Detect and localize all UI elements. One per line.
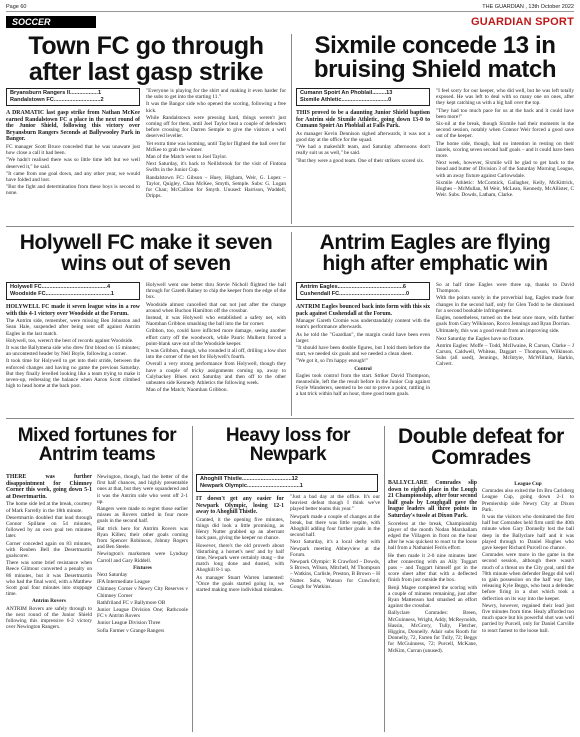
story4-headline: Antrim Eagles are flying high after emphatic win <box>319 231 551 276</box>
story6-col2: "Just a bad day at the office. It's our heaviest defeat though I think we've played better teams this year." Newpark made a couple of changes at the break, but there was little respite, with Ahoghill adding four further goals in the second half. Next Saturday, it's a local derby with Newpark meeting Abbeyview at the Forum. Newpark Olympic: R Crawford – Dowds, S Brown, Wilson, Mitchell, M Thompson – Watkins, Carlisle, Preston, B Brown – H Nutter. Subs, Watson for Crawford; Gough for Watkins. <box>290 494 380 590</box>
divider-v3 <box>192 426 193 732</box>
story1-scorebox: Bryansburn Rangers II..................1 Randalstown FC..............................2 <box>6 88 140 106</box>
story3-scorebox: Holywell FC..........................................4 Woodside FC..........................................1 <box>6 282 140 300</box>
story6-col1: Ahoghill Thistle................................12 Newpark Olympic..................................1 IT doesn't get any easier for Newpark Olympic, losing 12-1 away to Ahoghill Thistle. Granted, it the opening five minutes, things did look a little promising, as Henry Nutter grabbed up an aberrant back pass, giving the keeper no chance. However, there's the old proverb about 'disturbing a hornet's nest' and by half time, Newpark were certainly stung – the match long done and dusted, with Ahoghill 8-1 up. As manager Stuart Warren lamented: "Once the goals started going in, we started making more individual mistakes. <box>196 474 284 732</box>
divider-v4 <box>384 426 385 732</box>
page-folio <box>6 3 574 12</box>
paper-date: THE GUARDIAN , 13th October 2022 <box>482 4 574 10</box>
story3-col2: Holywell went one better thru Stevie Nicholl flighted the ball through for Gareth Rainey to chip the keeper from the edge of the box. Woodside almost cancelled that out not just after the change around when Buchon Hamilton off the crossbar. Instead, it was Holywell who established a safety net, with Naomhan Gribbon smashing the ball into the far corner. Gribbon, too, could have inflicted more damage, seeing another effort carry off the woodwork, while Pauric Mulhern forced a point-blank save out of the Woodside keeper. It was Gribbon, though, who rounded it all off, drilling a low shot into the corner of the net for Holywell's fourth. Overall a very strong performance from Holywell, though they have a couple of tricky assignments coming up, away to Culybackey Blues next Saturday and then off to the other unbeaten side Kennedy Athletics the following week. Man of the Match; Naomhan Gribbon. <box>146 282 286 394</box>
story1-col1: Bryansburn Rangers II..................1 Randalstown FC..............................2 A DRAMATIC last gasp strike from Nathan McKee earned Randalstown FC a place in the next round of the Junior Shield, following this victory over Bryansburn Rangers Seconds at Ballywooley Park in Bangor. FC manager Scott Bruce conceded that he was unaware just how close a call it had been. "We hadn't realised there was so little time left but we well deserved it," he said. "It came from one goal down, and any other year, we would have folded and lost. "But the fight and determination from these boys is second to none. <box>6 90 140 197</box>
divider-h1 <box>6 226 574 227</box>
story5-headline: Mixed fortunes for Antrim teams <box>17 425 177 466</box>
story2-scorebox: Cumann Spoirt An Phoblail.........13 Sixmile Athletic..............................0 <box>296 88 430 106</box>
story2-headline: Sixmile concede 13 in bruising Shield match <box>313 32 557 84</box>
story7-col1: BALLYCLARE Comrades slip down to eighth place in the Lough 21 Championship, after four second half goals by Loughgall gave the league leaders all three points in Saturday's tussle at Dixon Park. Scoreless at the break, Championship player of the month Nodan Marshallam edged the Villagers in front on the hour after he was quickest to react to the loose ball from a Nathaniel Ferris effort. He then made it 2-0 nine minutes later after connecting with an Ally Toggart pass – and Toggart himself got in the score sheet after that with a deflected finish from just outside the box. Benji Magee completed the scoring with a couple of minutes remaining, just after Ryan Mattenson had smashed an effort against the crossbar. Ballyclare Comrades: Breen, McGuinness, Wright, Addy, McReynolds, Hassin, McGrory, Tully, Fletcher, Higgins, Donnelly. Adair subs Rooth for Donnelly, 72, Farren for Tully, 72; Beggs for McGuinness, 72; Purcell, McKane, McKim, Curran (unused). <box>388 480 477 654</box>
story4-col2: So at half time Eagles were three up, thanks to David Thompson. With the points surely in the proverbial bag, Eagles made four changes in the second half, only for Glen Todd to be dismissed for a second bookable infringement. Eagles, nonetheless, turned on the heat once more, with further goals from Gary Wilkinson, Rocco Jennings and Ryan Dorrian. Ultimately, this was a good result from an improving side. Next Saturday the Eagles have no fixture. Antrim Eagles: Moffe – Todd, McIlwaine, R Carson, Clarke – J Carson, Caldwell, Whiteas, Daggart – Thompson, Wilkinson. Subs (all used), Jennings, McIntyre, McWilliam, Harkin, Calvert. <box>436 282 574 368</box>
section-label: SOCCER <box>6 16 96 28</box>
story6-headline: Heavy loss for Newpark <box>225 425 351 466</box>
divider-v1 <box>291 34 292 224</box>
story3-col1: Holywell FC..........................................4 Woodside FC..........................................1 HOLYWELL FC made it seven league wins in a row with this 4-1 victory over Woodside at the Forum. The Antrim side, remember, were missing Ben Johnston and Sean Hale, suspended after being sent off against Antrim Eagles in the last match. Holywell, too, weren't the best of records against Woodside. It was the Ballymena side who drew first blood on 15 minutes; an uncontested header by Neil Boyle, following a corner. It took time for Holywell to get into their stride, between the enforced changes and having no game the previous Saturday. But they finally levelled looking like a team trying to make it seven-up, redressing the balance when Aaron Scott climbed high to head home at the back post. <box>6 284 140 390</box>
story5-col1: THERE was further disappointment for Chimney Corner this week, going down 5-1 at Desertmartin. The home side led at the break, courtesy of Mark Farrelly in the 18th minute. Desertmartin doubled that lead through Connor Spillane on 54 minutes, followed by an own goal ten minutes later. Corner conceded again on 83 minutes, with Reuben Bell the Desertmartin goalscorer. There was some brief resistance when Reece Gilmour converted a penalty on 86 minutes, but it was Desertmartin who had the final word, with a Matthew Scott goal four minutes into stoppage time. Antrim Rovers ANTRIM Rovers are safely through to the next round of the Junior Shield following this impressive 6-2 victory over Newington Rangers. <box>6 474 92 631</box>
story4-col1: Antrim Eagles..........................................6 Cushendall FC...........................................0 ANTRIM Eagles bounced back into form with this six pack against Cushendall at the Forum. Manager Gareth Cromie was understandably content with the team's performance afterwards. As he told the "Guardian", the margin could have been even larger. "It should have been double figures, but I told them before the start, we needed six goals and we needed a clean sheet. "We got it, so I'm happy enough!" Control Eagles took control from the start. Striker David Thompson, meanwhile, left the the result before in the Junior Cup against Foyle Wanderers, seemed to be out to prove a point, rattling in a hat trick within half an hour, three good team goals. <box>296 284 430 398</box>
divider-h2 <box>6 418 574 419</box>
page-number: Page 60 <box>6 4 27 10</box>
story6-scorebox: Ahoghill Thistle................................12 Newpark Olympic..................................1 <box>196 474 378 492</box>
story7-headline: Double defeat for Comrades <box>398 425 564 470</box>
story2-col1: Cumann Spoirt An Phoblail.........13 Sixmile Athletic..............................0 THIS proved to be a daunting Junior Shield baptism for Antrim side Sixmile Athletic, going down 13-0 to Cumann Spoirt An Phoblail at Falls Park. As manager Kevin Dennison sighed afterwards, it was not a good day at the office for the squad. "We had a makeshift team, and Saturday afternoons don't really suit us as well," he said. "But they were a good team. One of their strikers scored six. <box>296 90 430 164</box>
story1-headline: Town FC go through after last gasp strike <box>28 32 264 86</box>
story4-scorebox: Antrim Eagles..........................................6 Cushendall FC...........................................0 <box>296 282 430 300</box>
story5-col2: Newington, though, had the better of the first half chances, and highly presentable ones at that, but they were squandered and it was the Antrim side who went off 2-1 up. Rangers were made to regret those earlier misses as Rovers rattled in four more goals in the second half. Hat trick hero for Antrim Rovers was Ryan Killen; their other goals coming from Spencer Robinson, Johnny Rogers and Ben Steele. Newington's marksmen were Lyndsay Carroll and Gary Riddell. Fixtures Next Saturday IFA Intermediate League Chimney Corner v Newry City Reserves v Chimney Corner Rathfriland FC v Ballymore OB Junior League Division One; Rathcoole FC v Antrim Rovers Junior League Division Three Sofia Farmer v Grange Rangers <box>97 474 188 634</box>
story7-col2: League Cup Comrades also exited the Irn Bru Carlsberg League Cup, going down 2-1 to Premiership side Newry City at Dixon Park. It was the visitors who dominated the first half but Comrades held firm until the 40th minute when Gary Donnelly lost the ball deep in the Ballyclare half and it was played through to Daniel Hughes who gave keeper Richard Purcell no chance. Comrades were more in the game in the second session, although there wasn't much of a threat on the City goal, until the 70th minute when defender Beggs did well to gain possession on the half way line, releasing Kyle Beggs, who beat a defender before firing in a shot which took a deflection on its way into the keeper. Newry, however, regained their lead just five minutes from time. Healy afforded too much space but his powerful shot was well parried by Purcell, only for Daniel Carville to react fastest to the loose ball. <box>482 481 574 634</box>
section-header <box>6 15 574 28</box>
divider-v2 <box>291 232 292 416</box>
story1-col2: "Everyone is playing for the shirt and making it even harder for the subs to get into the starting 11." It was the Bangor side who opened the scoring, following a free kick. While Randalstown were pressing hard, things weren't just coming off for them, until Joel Taylor beat a couple of defenders before crossing for Darren Semple to give the visitors a well deserved leveller. Yet extra time was looming, until Taylor flighted the ball over for McKee to grab the winner. Man of the Match went to Joel Taylor. Next Saturday, it's back to Neillsbrook for the visit of Fintona Swifts in the Junior Cup. Randalstown FC: Gibson – Huey, Higham, Weir, G. Lopez – Taylor, Quigley, Chan McKee, Smyth, Semple. Subs: G. Logan for Chan; McCallion for Smyth. Unused: Harrison, Waddell, Dripps. <box>146 88 286 200</box>
brand-logo: GUARDIAN SPORT <box>470 15 574 28</box>
story3-headline: Holywell FC make it seven wins out of seven <box>19 231 273 276</box>
story2-col2: "I feel sorry for our keeper, who did well, but he was left totally exposed. He was left to deal with so many one on ones, after they kept catching us with a big ball over the top. "They had too much pace for us at the back and it could have been more!" Six-nil at the break, though Sixmile had their moments in the second session, notably when Connor Weir forced a good save out of the keeper. The home side, though, had no intention in resting on their laurels, scoring seven second half goals – and it could have been more. Next week, however, Sixmile will be glad to get back to the bread and butter of Division 3 of the Saturday Morning League, with an away fixture against Carlowsdale. Sixmile Athletic: McCormick, Gallagher, Kelly, McKittrick, Hughes – McMullan, M Weir, McLean, Kennedy, McAllister, C Weir. Subs. Dowds, Latham, Clarke. <box>436 88 574 199</box>
